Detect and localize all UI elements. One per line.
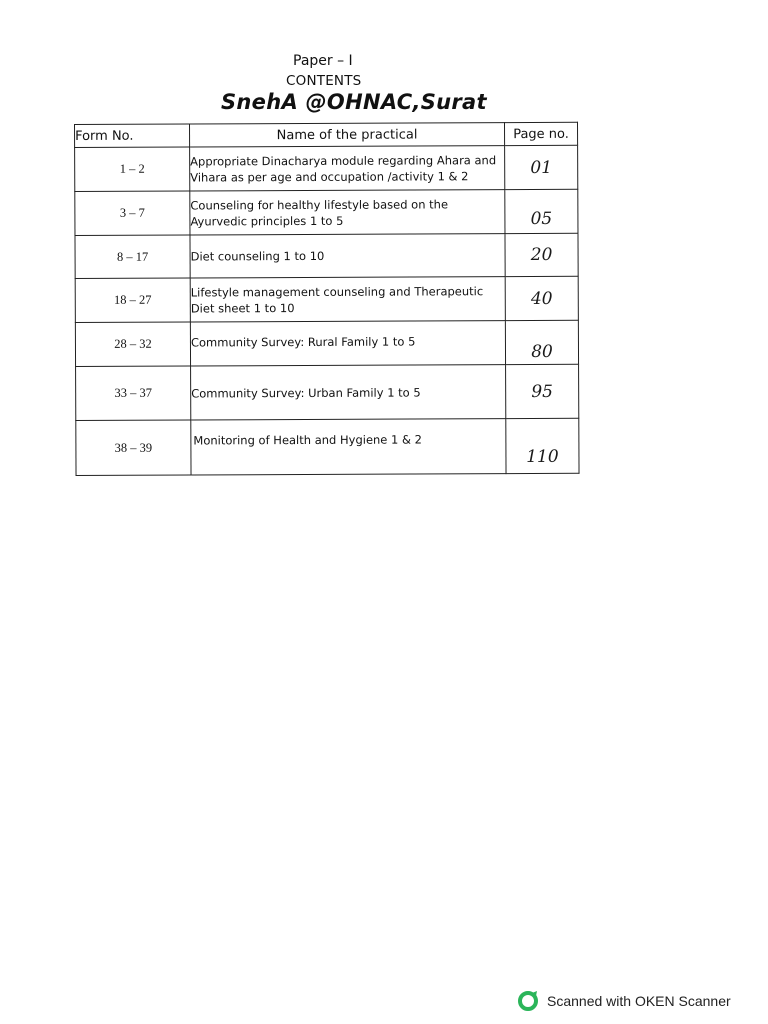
table-row: [75, 233, 578, 278]
table-row: [76, 418, 579, 475]
scanner-watermark-text: Scanned with OKEN Scanner: [547, 993, 731, 1009]
table-header-row: [75, 122, 578, 147]
form-no-cell: 33 – 37: [76, 366, 191, 421]
scanner-footer: [517, 990, 731, 1012]
form-no-cell: 38 – 39: [76, 420, 191, 476]
form-no-cell: 8 – 17: [75, 235, 190, 279]
practical-name-cell: Monitoring of Health and Hygiene 1 & 2: [191, 419, 506, 475]
paper-label: Paper – I: [293, 53, 353, 69]
form-no-cell: 28 – 32: [75, 322, 190, 367]
watermark-title: SnehA @OHNAC,Surat: [221, 90, 487, 114]
form-no-cell: 1 – 2: [75, 147, 190, 192]
page-no-cell: 20: [505, 233, 578, 276]
contents-heading: CONTENTS: [286, 73, 362, 89]
page-no-cell: 40: [505, 276, 578, 320]
table-row: [76, 364, 579, 420]
practical-name-cell: Diet counseling 1 to 10: [190, 234, 505, 278]
form-no-cell: 3 – 7: [75, 191, 190, 236]
oken-scanner-logo-icon: [517, 990, 539, 1012]
page-no-header: Page no.: [504, 122, 577, 145]
table-row: [75, 189, 578, 235]
practical-name-cell: Appropriate Dinacharya module regarding Ahara and Vihara as per age and occupation /activity 1 & 2: [190, 146, 505, 191]
page-no-cell: 05: [505, 189, 578, 233]
practical-name-cell: Community Survey: Rural Family 1 to 5: [190, 321, 505, 366]
practical-name-cell: Lifestyle management counseling and Therapeutic Diet sheet 1 to 10: [190, 277, 505, 322]
practical-name-header: Name of the practical: [190, 123, 505, 147]
form-no-header: Form No.: [75, 124, 190, 148]
table-row: [75, 145, 578, 191]
page-no-cell: 01: [505, 145, 578, 189]
form-no-cell: 18 – 27: [75, 278, 190, 323]
practical-name-cell: Counseling for healthy lifestyle based on the Ayurvedic principles 1 to 5: [190, 190, 505, 235]
table-row: [75, 320, 578, 366]
page-no-cell: 80: [505, 320, 578, 364]
page-no-cell: 95: [506, 364, 579, 418]
contents-table: [74, 122, 580, 476]
table-row: [75, 276, 578, 322]
practical-name-cell: Community Survey: Urban Family 1 to 5: [191, 365, 506, 420]
page-no-cell: 110: [506, 418, 579, 473]
